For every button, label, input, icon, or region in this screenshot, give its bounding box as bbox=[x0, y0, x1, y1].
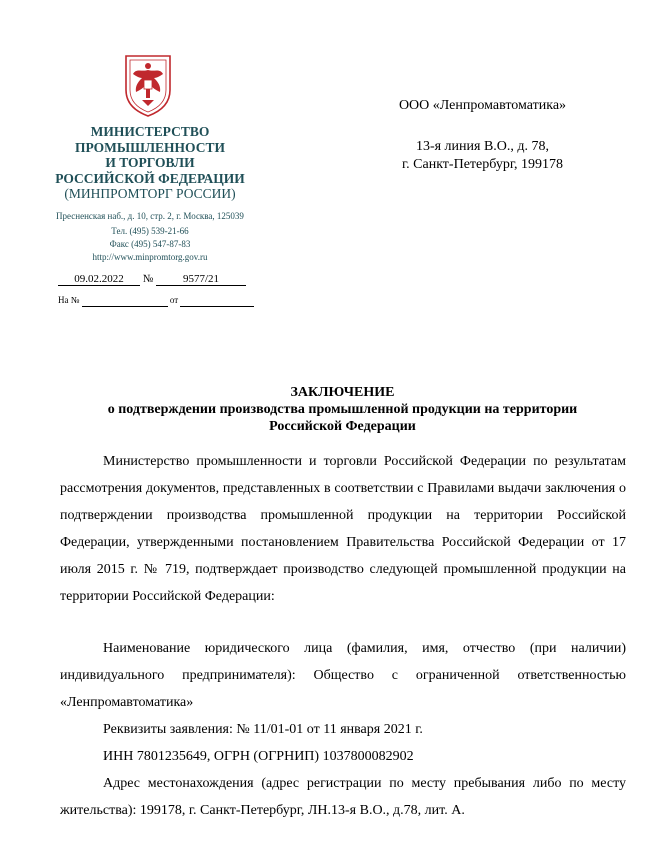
document-subtitle-line2: Российской Федерации bbox=[269, 419, 416, 434]
body-paragraph-intro: Министерство промышленности и торговли Российской Федерации по результатам рассмотрения документов, представленных в соответствии с Правилами выдачи заключения о подтверждении производства промышленной продукции на территории Российской Федерации, утвержденными постановлением Правительства Российской Федерации от 17 июля 2015 г. № 719, подтверждает производство следующей промышленной продукции на территории Российской Федерации: bbox=[60, 454, 626, 604]
reference-number-blank bbox=[82, 294, 168, 307]
document-number: 9577/21 bbox=[156, 273, 246, 286]
number-label: № bbox=[142, 273, 154, 285]
ministry-line: РОССИЙСКОЙ ФЕДЕРАЦИИ bbox=[55, 170, 245, 186]
ministry-name bbox=[40, 124, 260, 186]
document-subtitle-line1: о подтверждении производства промышленной продукции на территории bbox=[107, 402, 578, 417]
body-paragraph-company: Наименование юридического лица (фамилия, имя, отчество (при наличии) индивидуального предпринимателя): Общество с ограниченной ответственностью «Ленпромавтоматика» bbox=[60, 641, 626, 710]
ministry-fax: Факс (495) 547-87-83 bbox=[109, 239, 191, 249]
reference-label: На № bbox=[58, 295, 80, 305]
ministry-short-name: (МИНПРОМТОРГ РОССИИ) bbox=[64, 186, 236, 201]
from-label: от bbox=[169, 295, 179, 305]
document-title: ЗАКЛЮЧЕНИЕ bbox=[290, 385, 395, 400]
ministry-website: http://www.minpromtorg.gov.ru bbox=[92, 252, 208, 262]
recipient-name: ООО «Ленпромавтоматика» bbox=[398, 98, 567, 113]
recipient-address-line2: г. Санкт-Петербург, 199178 bbox=[401, 157, 563, 172]
body-paragraph-address: Адрес местонахождения (адрес регистрации по месту пребывания либо по месту жительства): 199178, г. Санкт-Петербург, ЛН.13-я В.О., д.78, лит. А. bbox=[60, 776, 626, 818]
recipient-address-line1: 13-я линия В.О., д. 78, bbox=[415, 139, 550, 154]
coat-of-arms-emblem bbox=[120, 50, 176, 118]
body-paragraph-inn: ИНН 7801235649, ОГРН (ОГРНИП) 1037800082902 bbox=[103, 749, 414, 764]
reference-line bbox=[58, 294, 254, 307]
ministry-phone: Тел. (495) 539-21-66 bbox=[111, 226, 189, 236]
ministry-line: ПРОМЫШЛЕННОСТИ bbox=[75, 139, 225, 155]
ministry-line: И ТОРГОВЛИ bbox=[105, 155, 195, 170]
ministry-address: Пресненская наб., д. 10, стр. 2, г. Москва, 125039 bbox=[56, 211, 244, 221]
ministry-line: МИНИСТЕРСТВО bbox=[90, 124, 210, 139]
body-paragraph-application: Реквизиты заявления: № 11/01-01 от 11 января 2021 г. bbox=[103, 722, 423, 737]
document-date: 09.02.2022 bbox=[58, 273, 140, 286]
registration-line bbox=[58, 273, 246, 286]
reference-date-blank bbox=[180, 294, 254, 307]
